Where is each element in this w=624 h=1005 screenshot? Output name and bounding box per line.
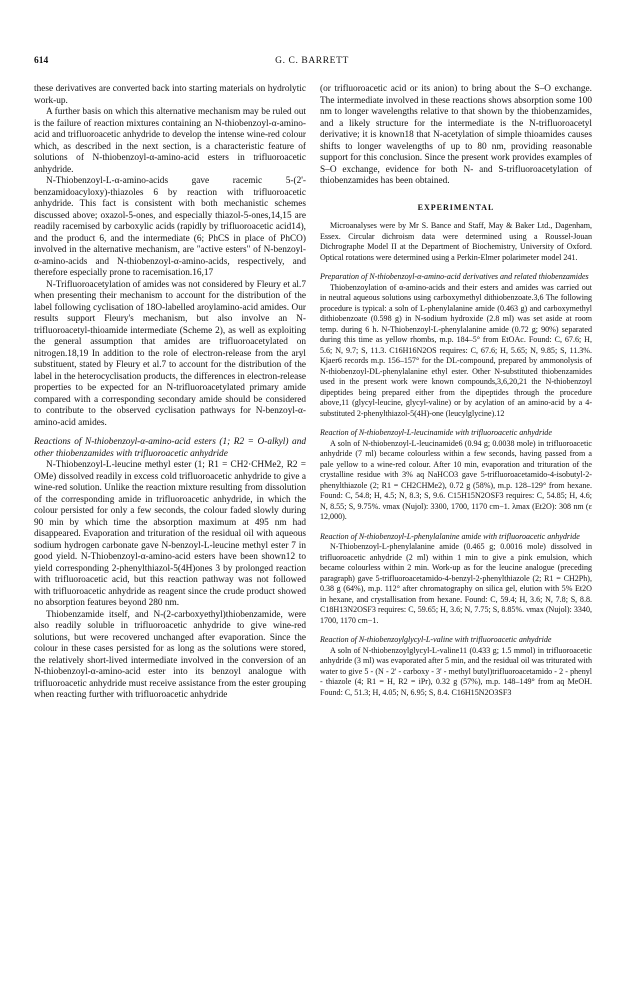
- page-number: 614: [34, 56, 49, 66]
- paragraph: N-Thiobenzoyl-L-α-amino-acids gave racemic 5-(2'-benzamidoacyloxy)-thiazoles 6 by reaction with trifluoroacetic anhydride. This fact is consistent with both mechanistic schemes discussed above; oxazol-5-ones, and especially thiazol-5-ones,14,15 are readily racemised by carboxylic acids (rapidly by trifluoroacetic acid14), and the product 6, and the intermediate (6; PhCS in place of PhCO) involved in the alternative mechanism, are "active esters" of N-benzoyl-α-amino-acids and N-thiobenzoyl-α-amino-acids, respectively, and therefore especially prone to racemisation.16,17: [34, 176, 306, 278]
- subsection-heading: Preparation of N-thiobenzoyl-α-amino-acid derivatives and related thiobenzamides: [320, 272, 589, 281]
- paragraph: A further basis on which this alternative mechanism may be ruled out is the failure of reaction mixtures containing an N-thiobenzoyl-α-amino-acid and trifluoroacetic anhydride to develop the intense wine-red colour which, as described in the next section, is a characteristic feature of solutions of N-thiobenzoyl-α-amino-acid esters in trifluoroacetic anhydride.: [34, 107, 306, 175]
- section-heading: Reactions of N-thiobenzoyl-α-amino-acid esters (1; R2 = O-alkyl) and other thiobenzamides with trifluoroacetic anhydride: [34, 437, 306, 459]
- experimental-intro: Microanalyses were by Mr S. Bance and Staff, May & Baker Ltd., Dagenham, Essex. Circular dichroism data were determined using a Roussel-Jouan Dichrographe Model II at the Department of Biochemistry, University of Oxford. Optical rotations were determined using a Perkin-Elmer polarimeter model 241.: [320, 221, 592, 262]
- subsection-text: A soln of N-thiobenzoyl-L-leucinamide6 (0.94 g; 0.0038 mole) in trifluoroacetic anhydride (7 ml) became colourless within a few seconds, having passed from a pale yellow to a wine-red colour. After 10 min, evaporation and trituration of the crystalline residue with 3% aq NaHCO3 gave 5-trifluoroacetamido-4-isobutyl-2-phenylthiazole (2; R1 = CH2CHMe2), 0.72 g (58%), m.p. 128–129° from hexane. Found: C, 54.8; H, 4.5; N, 8.3; S, 9.6. C15H15N2OSF3 requires: C, 54.85; H, 4.6; N, 8.55; S, 9.75%. νmax (Nujol): 3300, 1700, 1170 cm−1. λmax (Et2O): 308 nm (ε 12,000).: [320, 438, 592, 521]
- subsection-text: N-Thiobenzoyl-L-phenylalanine amide (0.465 g; 0.0016 mole) dissolved in trifluoroacetic anhydride (2 ml) within 1 min to give a pink emulsion, which became colourless within 2 min. Work-up as for the leucine analogue (preceding paragraph) gave 5-trifluoroacetamido-4-benzyl-2-phenylthiazole (2; R1 = CH2Ph), 0.38 g (64%), m.p. 112° after chromatography on silica gel, elution with 5% Et2O in hexane, and crystallisation from hexane. Found: C, 59.4; H, 3.6; N, 7.8; S, 8.8. C18H13N2OSF3 requires: C, 59.65; H, 3.6; N, 7.75; S, 8.85%. νmax (Nujol): 3340, 1700, 1170 cm−1.: [320, 542, 592, 625]
- page-header: [34, 56, 590, 70]
- left-column: [34, 84, 306, 984]
- paragraph: N-Thiobenzoyl-L-leucine methyl ester (1; R1 = CH2·CHMe2, R2 = OMe) dissolved readily in excess cold trifluoroacetic anhydride to give a wine-red solution. Unlike the reaction mixture resulting from dissolution of the corresponding amide in trifluoroacetic anhydride, in which the colour persisted for only a few seconds, the colour faded slowly during 90 min by which time the absorption maximum at 495 nm had disappeared. Evaporation and trituration of the residual oil with aqueous sodium hydrogen carbonate gave N-benzoyl-L-leucine methyl ester 7 in good yield. N-Thiobenzoyl-α-amino-acid esters have been shown12 to yield corresponding 2-phenylthiazol-5(4H)ones 3 by prolonged reaction with trifluoroacetic acid, but this reaction pathway was not followed with trifluoroacetic anhydride as reagent since the crude product showed no absorption features beyond 280 nm.: [34, 460, 306, 608]
- right-column: [320, 84, 592, 984]
- paragraph: these derivatives are converted back into starting materials on hydrolytic work-up.: [34, 84, 306, 106]
- subsection-heading: Reaction of N-thiobenzoyl-L-leucinamide with trifluoroacetic anhydride: [320, 428, 552, 437]
- subsection-heading: Reaction of N-thiobenzoylglycyl-L-valine with trifluoroacetic anhydride: [320, 635, 552, 644]
- subsection-text: Thiobenzoylation of α-amino-acids and their esters and amides was carried out in neutral aqueous solutions using carboxymethyl dithiobenzoate.3,6 The following procedure is typical: a soln of L-phenylalanine amide (0.463 g) and carboxymethyl dithiobenzoate (0.598 g) in N-sodium hydroxide (2.8 ml) was set aside at room temp. during 6 h. N-Thiobenzoyl-L-phenylalanine amide (0.72 g; 90%) separated during this time as yellow rhombs, m.p. 184–5° from EtOAc. Found: C, 67.6; H, 5.6; N, 9.7; S, 11.3. C16H16N2OS requires: C, 67.6; H, 5.65; N, 9.85; S, 11.3%. Kjaer6 records m.p. 156–157° for the DL-compound, prepared by ammonolysis of N-thiobenzoyl-DL-phenylalanine ethyl ester. Other N-substituted thiobenzamides used in the present work were known compounds,3,6,20,21 the N-thiobenzoyl dipeptides being prepared either from the dipeptides through the procedure above,11 (glycyl-leucine, glycyl-valine) or by acylation of an amino-acid by a 4-substituted 2-phenylthiazol-5(4H)-one (leucylglycine).12: [320, 282, 592, 418]
- running-head: G. C. BARRETT: [275, 56, 349, 66]
- paragraph: (or trifluoroacetic acid or its anion) to bring about the S–O exchange. The intermediate involved in these reactions shows absorption some 100 nm to longer wavelengths relative to that shown by the thiobenzamides, and a likely structure for the intermediate is the N-trifluoroacetyl derivative; it is known18 that N-acetylation of simple thioamides causes shifts to longer wavelengths of up to 80 nm, providing reasonable support for this conclusion. Since the present work provides examples of S–O exchange, evidence for both N- and S-trifluoroacetylation of thiobenzamides has been obtained.: [320, 84, 592, 186]
- experimental-heading: EXPERIMENTAL: [417, 202, 495, 212]
- subsection-text: A soln of N-thiobenzoylglycyl-L-valine11 (0.433 g; 1.5 mmol) in trifluoroacetic anhydride (3 ml) was evaporated after 5 min, and the residual oil was triturated with water to give 5 - (N - 2' - carboxy - 3' - methyl butyl)trifluoroacetamido - 2 - phenyl - thiazole (4; R1 = H, R2 = iPr), 0.32 g (57%), m.p. 148–149° from aq MeOH. Found: C, 51.3; H, 4.05; N, 6.95; S, 8.4. C16H15N2O3SF3: [320, 645, 592, 697]
- paragraph: N-Trifluoroacetylation of amides was not considered by Fleury et al.7 when presenting their mechanism to account for the distribution of the label following cyclisation of 18O-labelled aroylamino-acid amides. Our results support Fleury's mechanism, but also involve an N-trifluoroacetyl-thioamide intermediate (Scheme 2), as well as exploiting the general assumption that amides are trifluoroacetylated on nitrogen.18,19 In addition to the role of electron-release from the aryl substituent, stated by Fleury et al.7 to account for the distribution of the label in the heterocyclisation products, the differences in electron-release properties to be expected for an N-trifluoroacetylated primary amide compared with a corresponding secondary amide should be considered to contribute to the observed cyclisation pathways for N-benzoyl-α-amino-acid amides.: [34, 279, 306, 428]
- paragraph: Thiobenzamide itself, and N-(2-carboxyethyl)thiobenzamide, were also readily soluble in trifluoroacetic anhydride to give wine-red solutions, but were recovered unchanged after evaporation. Since the colour in these cases persisted for as long as the solutions were stored, the relatively short-lived intermediate involved in the conversion of an N-thiobenzoyl-α-amino-acid ester into its benzoyl analogue with trifluoroacetic anhydride must receive assistance from the ester grouping when reacting further with trifluoroacetic anhydride: [34, 609, 306, 700]
- subsection-heading: Reaction of N-thiobenzoyl-L-phenylalanine amide with trifluoroacetic anhydride: [320, 531, 580, 541]
